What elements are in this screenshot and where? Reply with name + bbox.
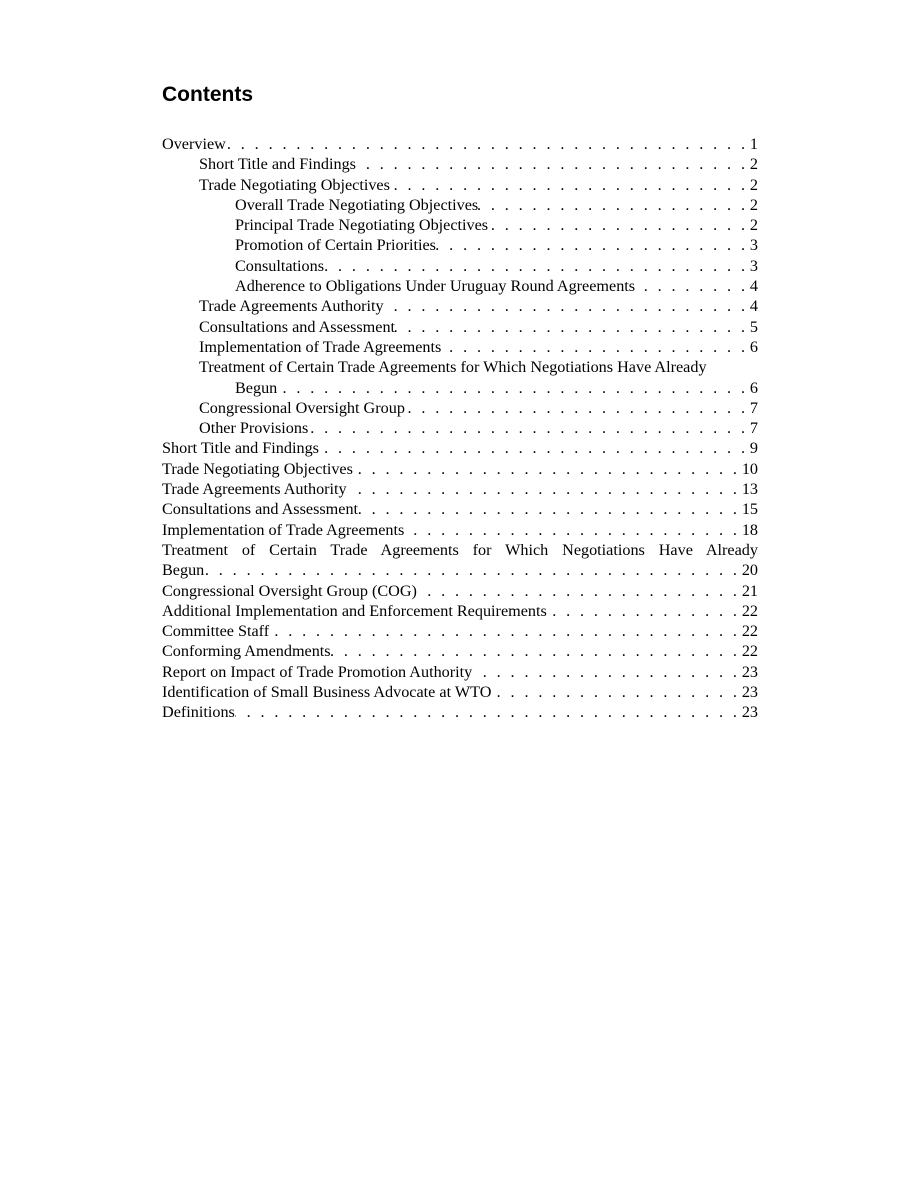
toc-entry-page: 2 xyxy=(749,155,758,174)
dot-leader xyxy=(436,235,750,255)
toc-entry-page: 22 xyxy=(741,601,758,620)
toc-entry-title: Consultations and Assessment xyxy=(162,500,359,519)
toc-entry-page: 3 xyxy=(749,256,758,275)
toc-entry[interactable] xyxy=(162,601,758,621)
toc-entry-page: 23 xyxy=(741,683,758,702)
toc-entry-title: Definitions xyxy=(162,703,235,722)
toc-entry-page: 5 xyxy=(749,317,758,336)
toc-entry-title: Promotion of Certain Priorities xyxy=(235,236,436,255)
toc-entry-page: 4 xyxy=(749,297,758,316)
dot-leader xyxy=(356,154,750,174)
toc-entry-title: Implementation of Trade Agreements xyxy=(199,337,442,356)
dot-leader xyxy=(635,276,750,296)
toc-entry[interactable] xyxy=(162,154,758,174)
toc-entry-page: 4 xyxy=(749,277,758,296)
toc-entry-page: 21 xyxy=(741,581,758,600)
toc-entry-page: 2 xyxy=(749,216,758,235)
toc-entry[interactable] xyxy=(162,195,758,215)
toc-entry-page: 23 xyxy=(741,703,758,722)
toc-entry-title: Conforming Amendments xyxy=(162,642,331,661)
toc-entry[interactable] xyxy=(162,438,758,458)
dot-leader xyxy=(384,296,750,316)
dot-leader xyxy=(390,175,750,195)
toc-entry-continuation xyxy=(162,378,758,398)
toc-entry-page: 22 xyxy=(741,642,758,661)
toc-entry[interactable] xyxy=(162,134,758,154)
dot-leader xyxy=(441,337,750,357)
toc-entry-title: Trade Agreements Authority xyxy=(162,480,347,499)
toc-entry[interactable] xyxy=(162,621,758,641)
toc-entry[interactable] xyxy=(162,235,758,255)
dot-leader xyxy=(547,601,742,621)
toc-entry-title: Committee Staff xyxy=(162,622,270,641)
toc-entry-page: 3 xyxy=(749,236,758,255)
dot-leader xyxy=(319,438,750,458)
toc-entry-page: 18 xyxy=(741,520,758,539)
toc-entry[interactable] xyxy=(162,479,758,499)
toc-entry-title-line1: Treatment of Certain Trade Agreements for Which Negotiations Have Already xyxy=(199,358,707,377)
toc-entry[interactable] xyxy=(162,499,758,519)
toc-entry-title-line2: Begun xyxy=(162,561,205,580)
dot-leader xyxy=(277,378,750,398)
toc-entry-title: Implementation of Trade Agreements xyxy=(162,520,405,539)
dot-leader xyxy=(478,195,750,215)
toc-entry[interactable] xyxy=(162,398,758,418)
toc-entry-title: Overview xyxy=(162,135,226,153)
toc-entry[interactable] xyxy=(162,175,758,195)
toc-entry[interactable] xyxy=(162,581,758,601)
toc-entry[interactable] xyxy=(162,702,758,722)
dot-leader xyxy=(235,702,742,722)
table-of-contents xyxy=(162,134,758,723)
dot-leader xyxy=(347,479,742,499)
toc-entry[interactable] xyxy=(162,215,758,235)
toc-entry-wrapped[interactable] xyxy=(162,357,758,398)
toc-entry-page: 6 xyxy=(749,378,758,397)
toc-entry-title: Other Provisions xyxy=(199,419,309,438)
toc-entry-page: 22 xyxy=(741,622,758,641)
toc-entry-title: Short Title and Findings xyxy=(199,155,356,174)
toc-entry[interactable] xyxy=(162,337,758,357)
toc-entry[interactable] xyxy=(162,641,758,661)
toc-entry[interactable] xyxy=(162,662,758,682)
toc-entry-page: 2 xyxy=(749,175,758,194)
toc-entry[interactable] xyxy=(162,256,758,276)
toc-entry-page: 15 xyxy=(741,500,758,519)
toc-entry-title: Additional Implementation and Enforcement Requirements xyxy=(162,601,547,620)
dot-leader xyxy=(353,459,742,479)
dot-leader xyxy=(491,682,741,702)
toc-entry-title: Trade Negotiating Objectives xyxy=(162,459,353,478)
toc-entry[interactable] xyxy=(162,317,758,337)
toc-entry-title-line1: Treatment of Certain Trade Agreements for Which Negotiations Have Already xyxy=(162,540,758,559)
toc-entry-title: Congressional Oversight Group (COG) xyxy=(162,581,417,600)
dot-leader xyxy=(324,256,750,276)
toc-entry-title: Consultations xyxy=(235,256,325,275)
toc-entry-title: Principal Trade Negotiating Objectives xyxy=(235,216,489,235)
dot-leader xyxy=(488,215,750,235)
toc-entry-continuation xyxy=(162,560,758,580)
toc-entry-title: Trade Agreements Authority xyxy=(199,297,384,316)
toc-entry-page: 7 xyxy=(749,398,758,417)
toc-entry-page: 2 xyxy=(749,195,758,214)
dot-leader xyxy=(226,134,750,154)
toc-entry-title: Trade Negotiating Objectives xyxy=(199,175,390,194)
toc-entry[interactable] xyxy=(162,276,758,296)
toc-entry-page: 13 xyxy=(741,480,758,499)
toc-entry-page: 6 xyxy=(749,337,758,356)
toc-entry[interactable] xyxy=(162,520,758,540)
toc-entry-title: Overall Trade Negotiating Objectives xyxy=(235,195,479,214)
dot-leader xyxy=(405,398,750,418)
dot-leader xyxy=(358,499,742,519)
dot-leader xyxy=(269,621,742,641)
toc-entry-title: Consultations and Assessment xyxy=(199,317,396,336)
toc-entry-title: Congressional Oversight Group xyxy=(199,398,405,417)
toc-entry-title-line2: Begun xyxy=(235,378,278,397)
dot-leader xyxy=(395,317,750,337)
toc-entry-page: 7 xyxy=(749,419,758,438)
toc-entry-wrapped[interactable] xyxy=(162,540,758,581)
toc-entry-page: 23 xyxy=(741,662,758,681)
toc-entry[interactable] xyxy=(162,296,758,316)
dot-leader xyxy=(404,520,741,540)
toc-entry-title: Adherence to Obligations Under Uruguay Round Agreements xyxy=(235,277,636,296)
toc-entry[interactable] xyxy=(162,459,758,479)
contents-page xyxy=(162,82,758,723)
toc-entry[interactable] xyxy=(162,682,758,702)
dot-leader xyxy=(417,581,742,601)
dot-leader xyxy=(331,641,742,661)
dot-leader xyxy=(472,662,742,682)
page-title: Contents xyxy=(162,83,253,106)
toc-entry-title: Report on Impact of Trade Promotion Authority xyxy=(162,662,473,681)
toc-entry-page: 20 xyxy=(741,561,758,580)
toc-entry-page: 1 xyxy=(749,135,758,153)
toc-entry-page: 10 xyxy=(741,459,758,478)
toc-entry-page: 9 xyxy=(749,439,758,458)
dot-leader xyxy=(308,418,750,438)
toc-entry[interactable] xyxy=(162,418,758,438)
toc-entry-title: Identification of Small Business Advocate at WTO xyxy=(162,683,492,702)
toc-entry-title: Short Title and Findings xyxy=(162,439,319,458)
dot-leader xyxy=(204,560,742,580)
